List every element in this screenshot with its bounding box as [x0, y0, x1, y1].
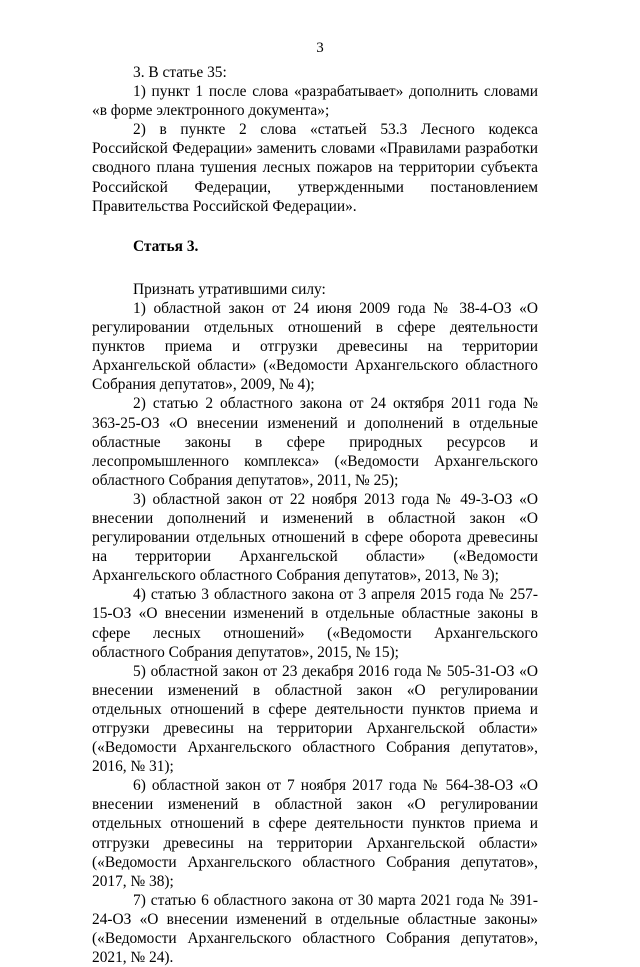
repealed-item-4: 4) статью 3 областного закона от 3 апреля 2015 года № 257-15-ОЗ «О внесении изменений в отдельные областные законы в сфере лесных отношений» («Ведомости Архангельского областного Собрания депутатов», 2015, № 15);	[92, 586, 538, 661]
article-heading: Статья 3.	[133, 237, 199, 255]
recognize-text: Признать утратившими силу:	[133, 280, 326, 298]
art35-item-2: 2) в пункте 2 слова «статьей 53.3 Лесного кодекса Российской Федерации» заменить словами «Правилами разработки сводного плана тушения лесных пожаров на территории субъекта Российской Федерации, утвержденными постановлением Правительства Российской Федерации».	[92, 121, 538, 215]
repealed-item-3: 3) областной закон от 22 ноября 2013 года № 49-3-ОЗ «О внесении дополнений и изменений в областной закон «О регулировании отдельных отношений в сфере оборота древесины на территории Архангельской области» («Ведомости Архангельского областного Собрания депутатов», 2013, № 3);	[92, 490, 538, 585]
repealed-item-1: 1) областной закон от 24 июня 2009 года № 38-4-ОЗ «О регулировании отдельных отношений в сфере деятельности пунктов приема и отгрузки древесины на территории Архангельской области» («Ведомости Архангельского областного Собрания депутатов», 2009, № 4);	[92, 299, 538, 394]
page-number: 3	[316, 40, 324, 56]
repealed-item-5: 5) областной закон от 23 декабря 2016 года № 505-31-ОЗ «О внесении изменений в областной закон «О регулировании отдельных отношений в сфере деятельности пунктов приема и отгрузки древесины на территории Архангельской области» («Ведомости Архангельского областного Собрания депутатов», 2016, № 31);	[92, 662, 538, 776]
art35-item-1: 1) пункт 1 после слова «разрабатывает» дополнить словами «в форме электронного документа»;	[92, 83, 538, 120]
repealed-item-7: 7) статью 6 областного закона от 30 марта 2021 года № 391-24-ОЗ «О внесении изменений в отдельные областные законы» («Ведомости Архангельского областного Собрания депутатов», 2021, № 24).	[92, 891, 538, 967]
section-intro: 3. В статье 35:	[133, 64, 227, 81]
document-body	[92, 63, 538, 967]
repealed-item-6: 6) областной закон от 7 ноября 2017 года № 564-38-ОЗ «О внесении изменений в областной закон «О регулировании отдельных отношений в сфере деятельности пунктов приема и отгрузки древесины на территории Архангельской области» («Ведомости Архангельского областного Собрания депутатов», 2017, № 38);	[92, 777, 538, 890]
repealed-item-2: 2) статью 2 областного закона от 24 октября 2011 года № 363-25-ОЗ «О внесении изменений и дополнений в отдельные областные законы в сфере природных ресурсов и лесопромышленного комплекса» («Ведомости Архангельского областного Собрания депутатов», 2011, № 25);	[92, 395, 538, 489]
